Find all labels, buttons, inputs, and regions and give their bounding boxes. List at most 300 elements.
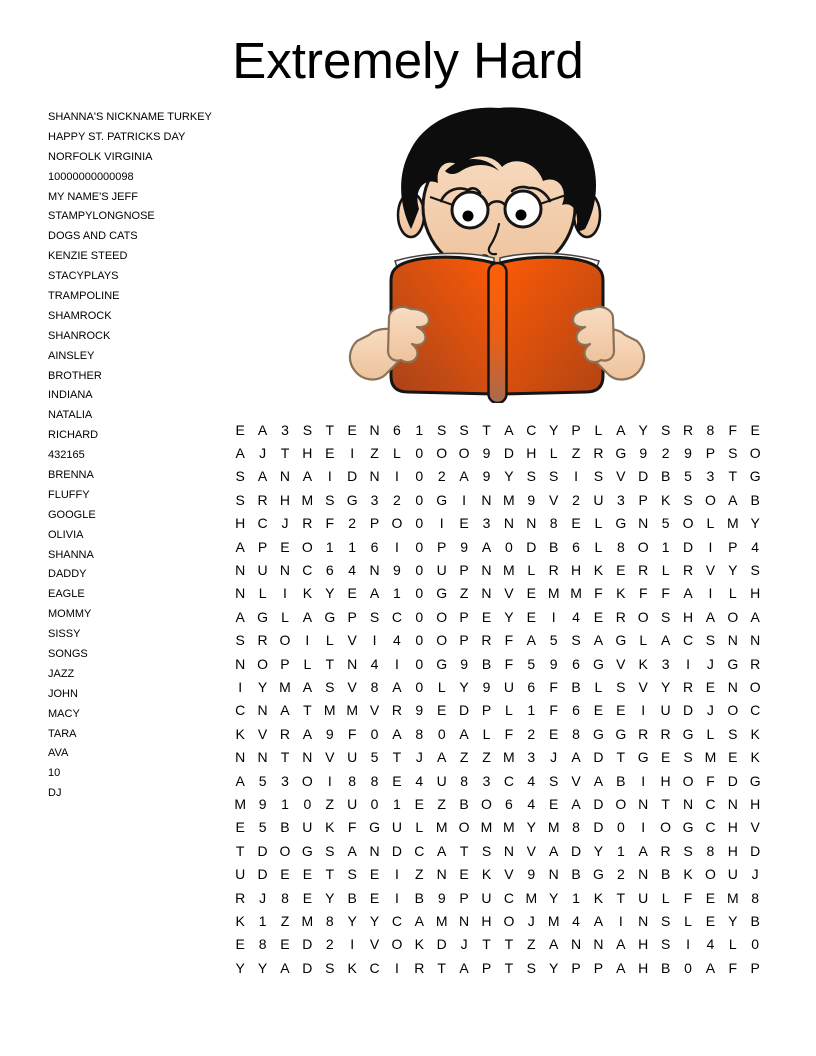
grid-cell: S xyxy=(235,491,245,508)
grid-cell: Y xyxy=(593,842,604,859)
grid-cell: 1 xyxy=(572,889,580,906)
grid-cell: 4 xyxy=(572,608,580,625)
grid-cell: S xyxy=(616,678,626,695)
grid-cell: P xyxy=(481,959,492,976)
grid-cell: G xyxy=(593,655,604,672)
grid-cell: O xyxy=(391,515,403,532)
grid-cell: C xyxy=(414,842,425,859)
grid-cell: P xyxy=(481,702,492,719)
grid-cell: K xyxy=(347,959,357,976)
left-pupil xyxy=(463,211,474,222)
word-list-item: SHAMROCK xyxy=(48,309,112,322)
grid-cell: L xyxy=(594,678,603,695)
word-list-item: SHANNA xyxy=(48,548,94,561)
grid-cell: 4 xyxy=(348,562,357,579)
grid-cell: 5 xyxy=(258,819,267,836)
grid-cell: D xyxy=(302,936,313,953)
grid-cell: S xyxy=(750,562,760,579)
grid-cell: H xyxy=(638,936,649,953)
grid-cell: T xyxy=(661,795,670,812)
grid-cell: E xyxy=(593,702,604,719)
grid-cell: P xyxy=(705,445,716,462)
grid-cell: U xyxy=(257,562,268,579)
grid-cell: L xyxy=(281,608,289,625)
word-list-item: AVA xyxy=(48,747,69,760)
grid-cell: G xyxy=(436,655,448,672)
grid-cell: J xyxy=(706,655,714,672)
grid-cell: E xyxy=(548,795,559,812)
grid-cell: E xyxy=(616,702,626,719)
grid-cell: M xyxy=(323,702,336,719)
grid-cell: T xyxy=(325,421,335,438)
grid-cell: A xyxy=(548,842,559,859)
word-list-item: JAZZ xyxy=(48,667,75,680)
grid-cell: R xyxy=(279,725,291,742)
grid-cell: N xyxy=(459,912,470,929)
grid-cell: A xyxy=(571,795,581,812)
grid-cell: 1 xyxy=(393,795,401,812)
grid-cell: L xyxy=(639,632,648,649)
grid-cell: 9 xyxy=(325,725,334,742)
grid-cell: 0 xyxy=(415,468,424,485)
grid-cell: 2 xyxy=(527,725,536,742)
grid-cell: V xyxy=(548,491,559,508)
grid-cell: J xyxy=(259,889,267,906)
grid-cell: G xyxy=(436,491,448,508)
grid-cell: N xyxy=(481,491,492,508)
grid-cell: N xyxy=(235,749,246,766)
word-list-item: MOMMY xyxy=(48,608,92,621)
grid-cell: 2 xyxy=(616,866,625,883)
word-list-item: SHANNA'S NICKNAME TURKEY xyxy=(48,110,212,123)
grid-cell: A xyxy=(526,632,536,649)
grid-cell: A xyxy=(548,936,559,953)
grid-cell: 1 xyxy=(415,421,424,438)
grid-cell: O xyxy=(257,655,269,672)
grid-cell: A xyxy=(302,608,313,625)
grid-cell: K xyxy=(593,889,604,906)
grid-cell: U xyxy=(660,702,671,719)
grid-cell: G xyxy=(436,585,448,602)
grid-cell: I xyxy=(686,936,690,953)
grid-cell: R xyxy=(615,608,626,625)
grid-cell: A xyxy=(347,842,357,859)
grid-cell: L xyxy=(661,889,670,906)
grid-cell: M xyxy=(346,702,358,719)
grid-cell: U xyxy=(727,866,738,883)
grid-cell: M xyxy=(547,912,560,929)
grid-cell: O xyxy=(391,936,403,953)
grid-cell: Y xyxy=(235,959,245,976)
grid-cell: 5 xyxy=(527,655,536,672)
grid-cell: R xyxy=(660,842,671,859)
grid-cell: A xyxy=(683,585,693,602)
grid-cell: S xyxy=(347,866,357,883)
grid-cell: G xyxy=(324,608,336,625)
grid-cell: D xyxy=(436,936,447,953)
grid-cell: 9 xyxy=(482,445,491,462)
grid-cell: N xyxy=(750,632,761,649)
grid-cell: 6 xyxy=(572,655,580,672)
grid-cell: N xyxy=(481,562,492,579)
grid-cell: F xyxy=(325,515,335,532)
grid-cell: E xyxy=(302,889,313,906)
grid-cell: Y xyxy=(257,678,268,695)
grid-cell: J xyxy=(706,702,714,719)
grid-cell: 9 xyxy=(460,655,468,672)
grid-cell: T xyxy=(616,749,626,766)
grid-cell: E xyxy=(325,445,335,462)
word-list-item: RICHARD xyxy=(48,429,99,442)
grid-cell: A xyxy=(235,445,245,462)
grid-cell: O xyxy=(727,608,739,625)
grid-cell: P xyxy=(280,655,290,672)
grid-cell: M xyxy=(279,678,291,695)
grid-cell: H xyxy=(727,819,738,836)
grid-cell: G xyxy=(257,608,269,625)
grid-cell: H xyxy=(750,585,761,602)
grid-cell: C xyxy=(257,515,268,532)
grid-cell: K xyxy=(593,562,604,579)
grid-cell: D xyxy=(257,842,268,859)
grid-cell: I xyxy=(394,889,399,906)
grid-cell: R xyxy=(682,421,694,438)
grid-cell: B xyxy=(280,819,290,836)
grid-cell: S xyxy=(325,842,335,859)
grid-cell: A xyxy=(504,421,514,438)
grid-cell: I xyxy=(462,491,467,508)
grid-cell: A xyxy=(392,725,402,742)
grid-cell: L xyxy=(258,585,267,602)
grid-cell: 6 xyxy=(325,562,334,579)
grid-cell: C xyxy=(235,702,246,719)
grid-cell: D xyxy=(593,819,604,836)
grid-cell: M xyxy=(704,749,717,766)
grid-cell: E xyxy=(437,702,447,719)
grid-cell: U xyxy=(347,795,358,812)
grid-cell: F xyxy=(683,889,693,906)
grid-cell: 6 xyxy=(393,421,401,438)
grid-cell: N xyxy=(727,678,738,695)
grid-cell: P xyxy=(571,959,581,976)
grid-cell: V xyxy=(705,562,716,579)
grid-cell: I xyxy=(238,678,243,695)
grid-cell: S xyxy=(728,445,738,462)
grid-cell: E xyxy=(369,889,380,906)
grid-cell: O xyxy=(436,632,448,649)
grid-cell: E xyxy=(660,749,671,766)
page-title: Extremely Hard xyxy=(232,32,584,89)
grid-cell: 0 xyxy=(616,819,625,836)
grid-cell: I xyxy=(394,866,399,883)
grid-cell: T xyxy=(504,936,514,953)
grid-cell: A xyxy=(459,725,469,742)
right-pupil xyxy=(516,210,527,221)
grid-cell: G xyxy=(615,515,627,532)
grid-cell: 4 xyxy=(527,772,536,789)
grid-cell: I xyxy=(350,445,355,462)
word-list-item: BROTHER xyxy=(48,369,102,382)
grid-cell: 3 xyxy=(527,749,536,766)
grid-cell: A xyxy=(302,725,313,742)
grid-cell: 6 xyxy=(572,702,580,719)
grid-cell: V xyxy=(347,632,357,649)
grid-cell: A xyxy=(705,959,716,976)
left-lens xyxy=(452,192,488,228)
grid-cell: A xyxy=(257,468,268,485)
grid-cell: N xyxy=(235,562,246,579)
grid-cell: G xyxy=(749,772,761,789)
grid-cell: 0 xyxy=(751,936,760,953)
boy-reading-book-illustration xyxy=(347,103,647,403)
grid-cell: 1 xyxy=(616,842,625,859)
grid-cell: N xyxy=(503,842,514,859)
grid-cell: N xyxy=(548,866,559,883)
grid-cell: C xyxy=(391,608,402,625)
grid-cell: O xyxy=(704,491,716,508)
grid-cell: G xyxy=(727,655,739,672)
grid-cell: C xyxy=(391,912,402,929)
grid-cell: 8 xyxy=(460,772,468,789)
grid-cell: E xyxy=(750,421,760,438)
grid-cell: A xyxy=(660,632,671,649)
grid-cell: E xyxy=(280,936,290,953)
grid-cell: O xyxy=(436,445,448,462)
grid-cell: B xyxy=(660,959,671,976)
grid-cell: E xyxy=(235,936,245,953)
grid-cell: L xyxy=(728,585,737,602)
grid-cell: V xyxy=(616,655,626,672)
grid-cell: 3 xyxy=(616,491,625,508)
grid-cell: J xyxy=(281,515,289,532)
grid-cell: N xyxy=(436,866,447,883)
grid-cell: T xyxy=(459,842,469,859)
grid-cell: I xyxy=(574,468,578,485)
grid-cell: U xyxy=(436,562,447,579)
grid-cell: Y xyxy=(369,912,380,929)
grid-cell: S xyxy=(302,421,313,438)
grid-cell: 9 xyxy=(437,889,446,906)
grid-cell: N xyxy=(369,842,380,859)
grid-cell: 4 xyxy=(572,912,580,929)
grid-cell: I xyxy=(641,702,646,719)
grid-cell: M xyxy=(547,819,560,836)
grid-cell: N xyxy=(279,562,291,579)
grid-cell: Z xyxy=(325,795,335,812)
grid-cell: 3 xyxy=(482,515,491,532)
grid-cell: A xyxy=(750,608,760,625)
grid-cell: U xyxy=(436,772,447,789)
grid-cell: H xyxy=(570,562,582,579)
grid-cell: I xyxy=(708,538,713,555)
grid-cell: G xyxy=(369,819,380,836)
grid-cell: T xyxy=(728,468,738,485)
grid-cell: S xyxy=(325,491,335,508)
grid-cell: F xyxy=(549,678,558,695)
grid-cell: V xyxy=(616,468,626,485)
grid-cell: I xyxy=(686,655,690,672)
grid-cell: D xyxy=(503,445,514,462)
grid-cell: A xyxy=(280,959,290,976)
grid-cell: L xyxy=(325,632,334,649)
grid-cell: S xyxy=(548,468,559,485)
word-list-item: EAGLE xyxy=(48,588,85,601)
grid-cell: 0 xyxy=(415,562,424,579)
grid-cell: M xyxy=(503,819,515,836)
grid-cell: N xyxy=(235,655,246,672)
grid-cell: Y xyxy=(638,421,648,438)
grid-cell: Y xyxy=(526,819,536,836)
grid-cell: 5 xyxy=(549,632,558,649)
grid-cell: L xyxy=(706,515,715,532)
grid-cell: 1 xyxy=(393,585,401,602)
grid-cell: 9 xyxy=(527,491,536,508)
grid-cell: O xyxy=(279,632,291,649)
grid-cell: O xyxy=(749,678,761,695)
grid-cell: E xyxy=(347,421,357,438)
grid-cell: D xyxy=(391,842,402,859)
grid-cell: E xyxy=(593,608,604,625)
grid-cell: E xyxy=(459,515,469,532)
grid-cell: C xyxy=(503,772,514,789)
grid-cell: D xyxy=(638,468,649,485)
grid-cell: B xyxy=(571,866,581,883)
grid-cell: H xyxy=(235,515,246,532)
grid-cell: B xyxy=(750,912,760,929)
grid-cell: 8 xyxy=(370,772,379,789)
grid-cell: L xyxy=(661,562,670,579)
grid-cell: O xyxy=(458,819,470,836)
grid-cell: R xyxy=(414,959,425,976)
grid-cell: Y xyxy=(504,468,514,485)
grid-cell: 0 xyxy=(415,585,424,602)
grid-cell: G xyxy=(593,725,604,742)
grid-cell: G xyxy=(637,749,649,766)
grid-cell: Y xyxy=(660,678,671,695)
word-list-item: 10 xyxy=(48,767,61,780)
grid-cell: P xyxy=(347,608,357,625)
grid-cell: 2 xyxy=(661,445,670,462)
grid-cell: T xyxy=(482,936,491,953)
grid-cell: 0 xyxy=(415,445,424,462)
grid-cell: N xyxy=(235,585,246,602)
grid-cell: M xyxy=(726,515,739,532)
grid-cell: Y xyxy=(728,912,738,929)
grid-cell: T xyxy=(325,655,335,672)
grid-cell: M xyxy=(503,562,515,579)
grid-cell: I xyxy=(394,655,399,672)
grid-cell: E xyxy=(280,538,290,555)
grid-cell: T xyxy=(303,702,312,719)
grid-cell: N xyxy=(593,936,604,953)
grid-cell: 9 xyxy=(527,866,536,883)
grid-cell: A xyxy=(235,772,245,789)
grid-cell: A xyxy=(302,468,313,485)
grid-cell: 3 xyxy=(281,421,289,438)
grid-cell: A xyxy=(302,678,313,695)
grid-cell: S xyxy=(481,842,492,859)
grid-cell: A xyxy=(369,585,380,602)
grid-cell: N xyxy=(526,515,537,532)
grid-cell: L xyxy=(594,538,603,555)
grid-cell: S xyxy=(683,842,693,859)
grid-cell: U xyxy=(302,819,313,836)
grid-cell: U xyxy=(481,889,492,906)
grid-cell: E xyxy=(235,819,245,836)
grid-cell: A xyxy=(616,959,626,976)
grid-cell: E xyxy=(459,866,469,883)
grid-cell: 2 xyxy=(393,491,401,508)
grid-cell: K xyxy=(414,936,424,953)
grid-cell: D xyxy=(727,772,738,789)
word-list-item: DJ xyxy=(48,787,62,800)
grid-cell: G xyxy=(615,632,627,649)
grid-cell: O xyxy=(749,445,761,462)
grid-cell: R xyxy=(302,515,313,532)
grid-cell: H xyxy=(279,491,291,508)
grid-cell: S xyxy=(526,468,536,485)
grid-cell: B xyxy=(660,468,671,485)
word-list-item: SONGS xyxy=(48,647,88,660)
grid-cell: K xyxy=(750,725,760,742)
grid-cell: E xyxy=(392,772,402,789)
grid-cell: C xyxy=(369,959,380,976)
grid-cell: A xyxy=(235,538,245,555)
grid-cell: N xyxy=(481,585,492,602)
grid-cell: Z xyxy=(415,866,424,883)
grid-cell: O xyxy=(458,445,470,462)
grid-cell: P xyxy=(750,959,760,976)
word-list-item: TRAMPOLINE xyxy=(48,289,120,302)
grid-cell: L xyxy=(527,562,536,579)
grid-cell: H xyxy=(302,445,313,462)
grid-cell: V xyxy=(369,702,380,719)
word-list-item: 10000000000098 xyxy=(48,170,134,183)
grid-cell: O xyxy=(682,515,694,532)
grid-cell: Y xyxy=(728,562,738,579)
grid-cell: O xyxy=(660,819,672,836)
word-list-item: BRENNA xyxy=(48,468,94,481)
word-list-item: INDIANA xyxy=(48,389,93,402)
grid-cell: V xyxy=(504,585,514,602)
grid-cell: S xyxy=(459,421,469,438)
grid-cell: C xyxy=(302,562,313,579)
grid-cell: 9 xyxy=(482,468,491,485)
grid-cell: P xyxy=(257,538,268,555)
grid-cell: G xyxy=(346,491,358,508)
grid-cell: 8 xyxy=(706,842,715,859)
grid-cell: S xyxy=(660,421,671,438)
grid-cell: R xyxy=(638,562,649,579)
grid-cell: D xyxy=(750,842,761,859)
grid-cell: V xyxy=(325,749,335,766)
grid-cell: K xyxy=(638,655,648,672)
grid-cell: Y xyxy=(548,889,559,906)
grid-cell: N xyxy=(257,702,268,719)
grid-cell: S xyxy=(548,772,559,789)
grid-cell: V xyxy=(571,772,581,789)
grid-cell: E xyxy=(548,725,559,742)
grid-cell: V xyxy=(638,678,648,695)
grid-cell: L xyxy=(728,936,737,953)
grid-cell: C xyxy=(503,889,514,906)
grid-cell: N xyxy=(369,468,380,485)
grid-cell: T xyxy=(392,749,402,766)
grid-cell: H xyxy=(660,772,671,789)
grid-cell: F xyxy=(638,585,648,602)
grid-cell: V xyxy=(504,866,514,883)
grid-cell: J xyxy=(527,912,535,929)
